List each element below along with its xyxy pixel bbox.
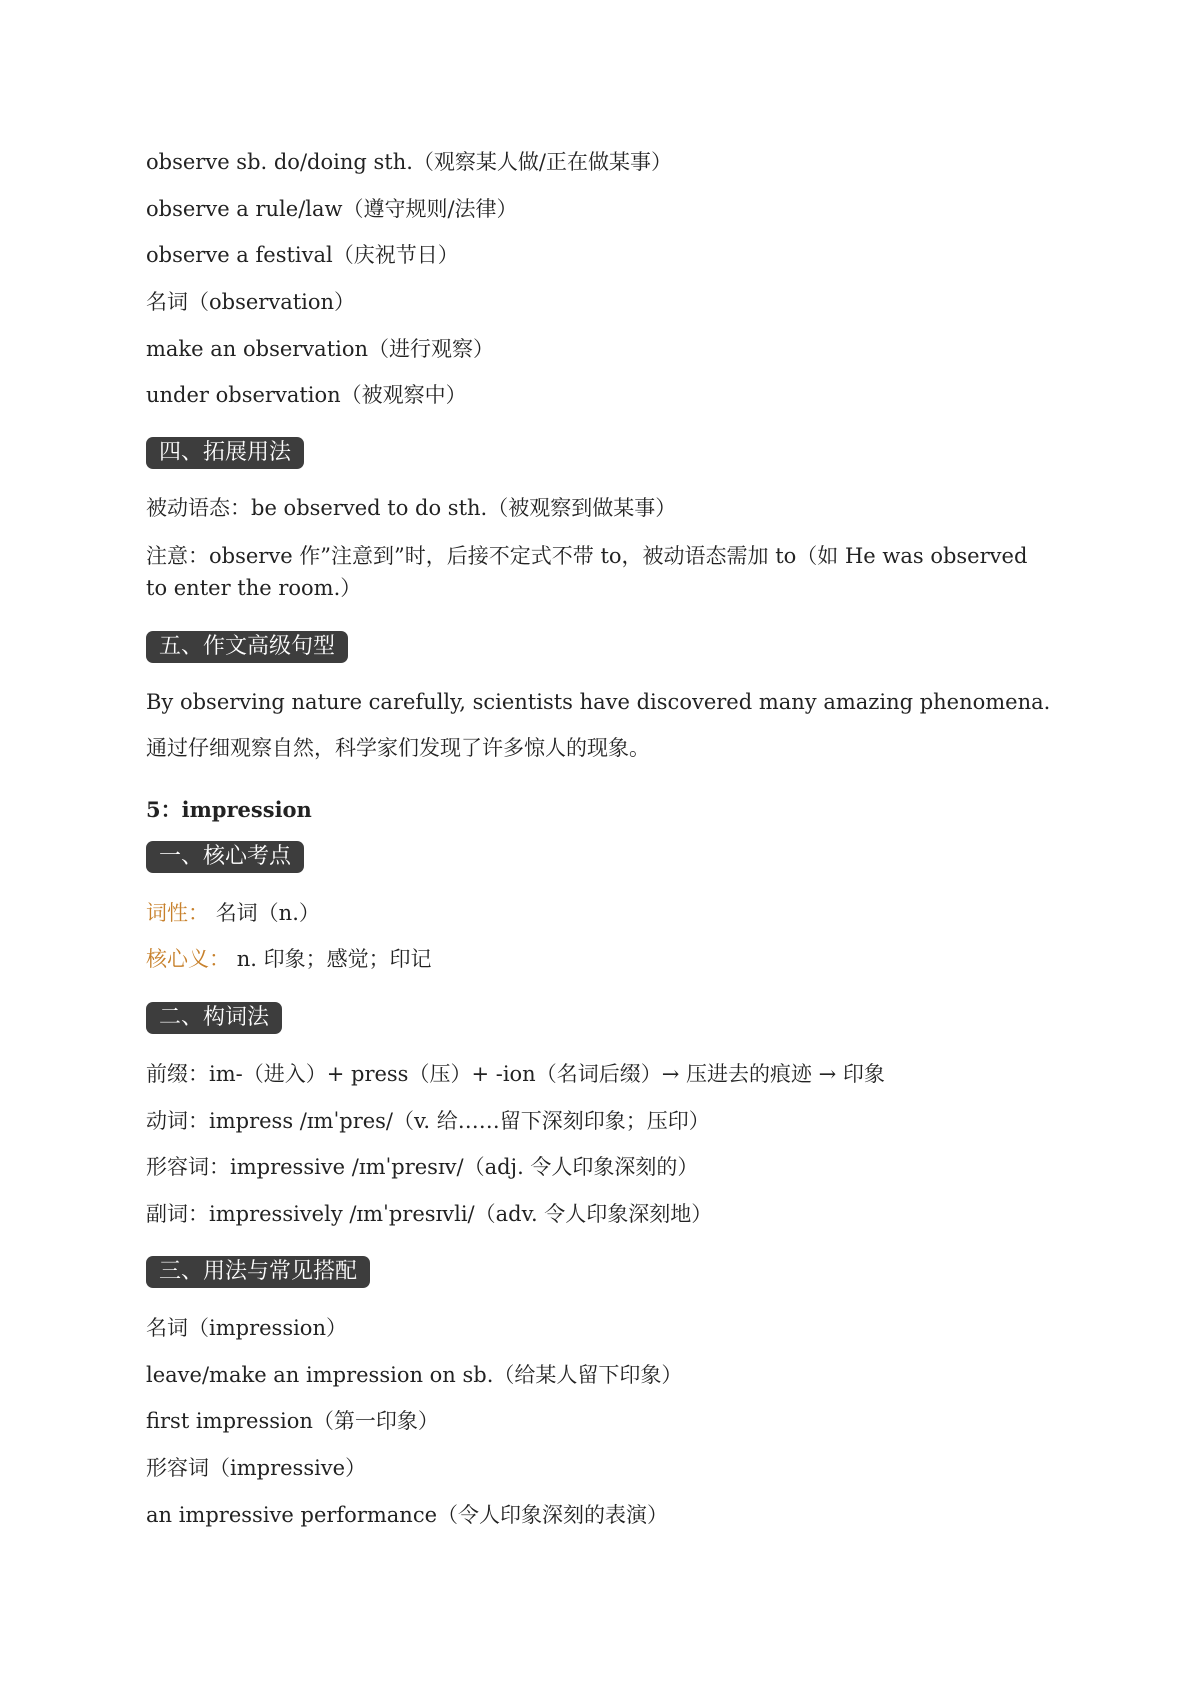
passive-voice-line: 被动语态：be observed to do sth.（被观察到做某事）: [146, 496, 677, 520]
word-title: 5：impression: [146, 797, 312, 822]
formation-line: 副词：impressively /ɪmˈpresɪvli/（adv. 令人印象深刻地）: [146, 1202, 713, 1226]
example-sentence-zh: 通过仔细观察自然，科学家们发现了许多惊人的现象。: [146, 736, 650, 760]
part-of-speech-label: 词性：: [146, 901, 209, 925]
part-of-speech: [146, 898, 320, 928]
collocation-line: under observation（被观察中）: [146, 383, 467, 407]
usage-line: 名词（impression）: [146, 1316, 347, 1340]
section-heading-formation: 二、构词法: [146, 1002, 282, 1034]
collocation-line: make an observation（进行观察）: [146, 337, 495, 361]
formation-line: 形容词：impressive /ɪmˈpresɪv/（adj. 令人印象深刻的）: [146, 1155, 699, 1179]
section-heading-usage: 三、用法与常见搭配: [146, 1256, 370, 1288]
section-heading-core: 一、核心考点: [146, 841, 304, 873]
collocation-line: observe a rule/law（遵守规则/法律）: [146, 197, 518, 221]
usage-note: 注意：observe 作”注意到”时，后接不定式不带 to，被动语态需加 to（如 He was observed to enter the room.）: [146, 544, 1028, 600]
usage-line: first impression（第一印象）: [146, 1409, 439, 1433]
core-meaning: [146, 944, 432, 974]
usage-line: leave/make an impression on sb.（给某人留下印象）: [146, 1363, 683, 1387]
formation-line: 动词：impress /ɪmˈpres/（v. 给……留下深刻印象；压印）: [146, 1109, 710, 1133]
example-sentence-en: By observing nature carefully, scientists have discovered many amazing phenomena.: [146, 690, 1051, 714]
formation-line: 前缀：im-（进入）+ press（压）+ -ion（名词后缀）→ 压进去的痕迹 → 印象: [146, 1062, 885, 1086]
section-heading-extension: 四、拓展用法: [146, 437, 304, 469]
section-heading-writing: 五、作文高级句型: [146, 631, 348, 663]
collocation-line: observe a festival（庆祝节日）: [146, 243, 459, 267]
usage-line: 形容词（impressive）: [146, 1456, 367, 1480]
collocation-line: 名词（observation）: [146, 290, 356, 314]
core-meaning-value: n. 印象；感觉；印记: [236, 947, 432, 971]
usage-line: an impressive performance（令人印象深刻的表演）: [146, 1503, 669, 1527]
collocation-line: observe sb. do/doing sth.（观察某人做/正在做某事）: [146, 150, 672, 174]
part-of-speech-value: 名词（n.）: [215, 901, 320, 925]
core-meaning-label: 核心义：: [146, 947, 230, 971]
